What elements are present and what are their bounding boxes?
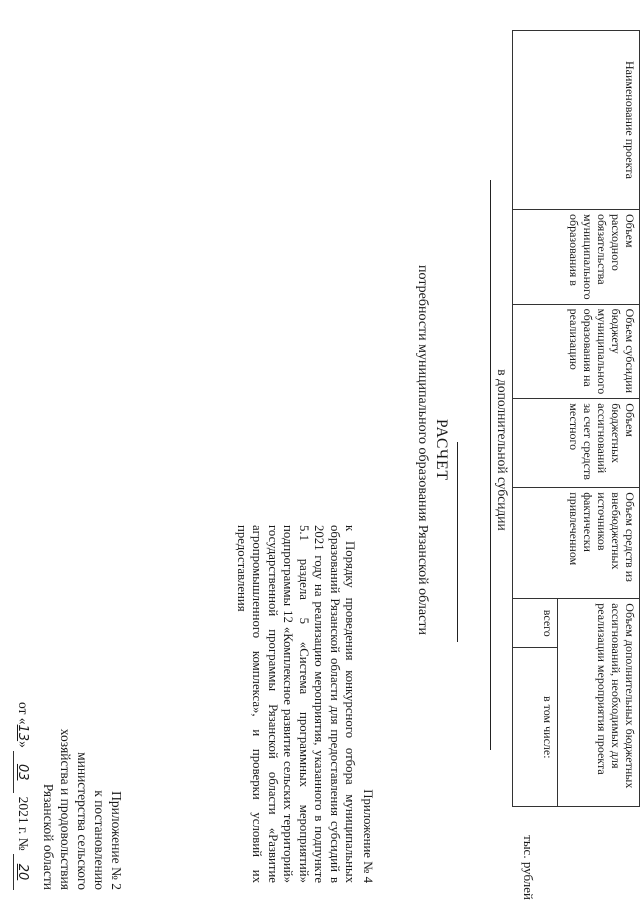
header-text: Наименование проекта (623, 60, 637, 180)
date-month-field (13, 751, 32, 793)
document-title: РАСЧЕТ (433, 418, 450, 482)
units-label: тыс. рублей (521, 835, 536, 900)
section-divider (457, 442, 458, 642)
header-text: Объем средств из внебюджетных источников фактически привлеченном (567, 492, 637, 582)
appendix-2-line: министерства сельского (75, 752, 90, 890)
date-month: 03 (15, 763, 30, 781)
date-prefix: от « (16, 701, 31, 725)
appendix-2-line: Приложение № 2 (109, 791, 124, 890)
decree-number: 20 (15, 863, 30, 881)
appendix-4-body: к Порядку проведения конкурсного отбора муниципальных образований Рязанской области для предоставления субсидий в 2021 году на реализацию мероприятия, указанного в подпункте 5.1 раздела 5 «Система программных мероприятий» подпрограммы 12 «Комплексное развитие сельских территорий» государственной программы Рязанской области «Развитие агропромышленного комплекса», и проверки условий их предоставления (235, 525, 358, 883)
date-sep: » (16, 741, 31, 748)
subsidy-label: в дополнительной субсидии (495, 369, 510, 531)
appendix-2-line: к постановлению (92, 790, 107, 890)
col-header-project-name (513, 31, 640, 210)
col-header-total (513, 599, 558, 648)
appendix-2-line: хозяйства и продовольствия (58, 728, 73, 890)
header-text: Объем субсидии бюджету муниципального образования на реализацию (567, 308, 637, 395)
calculation-table (512, 30, 640, 807)
header-text: в том числе: (541, 696, 556, 759)
subsidy-underline (490, 180, 491, 750)
table-header-row (558, 31, 640, 807)
col-header-including (513, 648, 558, 807)
col-header-additional-allocations (558, 599, 640, 807)
document-title-block (414, 100, 450, 800)
header-text: Объем бюджетных ассигнований за счет средств местного (567, 403, 637, 480)
col-header-extrabudgetary (513, 488, 640, 599)
date-day: 13 (15, 724, 30, 742)
col-header-subsidy-volume (513, 304, 640, 399)
header-text: Объем дополнительных бюджетных ассигнований, необходимых для реализации мероприятия проекта (595, 603, 637, 789)
col-header-local-budget (513, 399, 640, 488)
decree-date-line (13, 610, 32, 890)
appendix-2-line: Рязанской области (41, 783, 56, 890)
appendix-2-header (13, 610, 125, 890)
document-subtitle: потребности муниципального образования Рязанской области (415, 265, 430, 635)
appendix-4-header (234, 525, 376, 883)
header-text: всего (541, 609, 556, 637)
header-text: Объем расходного обязательства муниципального образования в (567, 214, 637, 300)
date-year: 2021 г. № (16, 796, 31, 851)
decree-number-field (13, 854, 32, 890)
col-header-obligation (513, 210, 640, 305)
appendix-4-title: Приложение № 4 (361, 789, 375, 883)
